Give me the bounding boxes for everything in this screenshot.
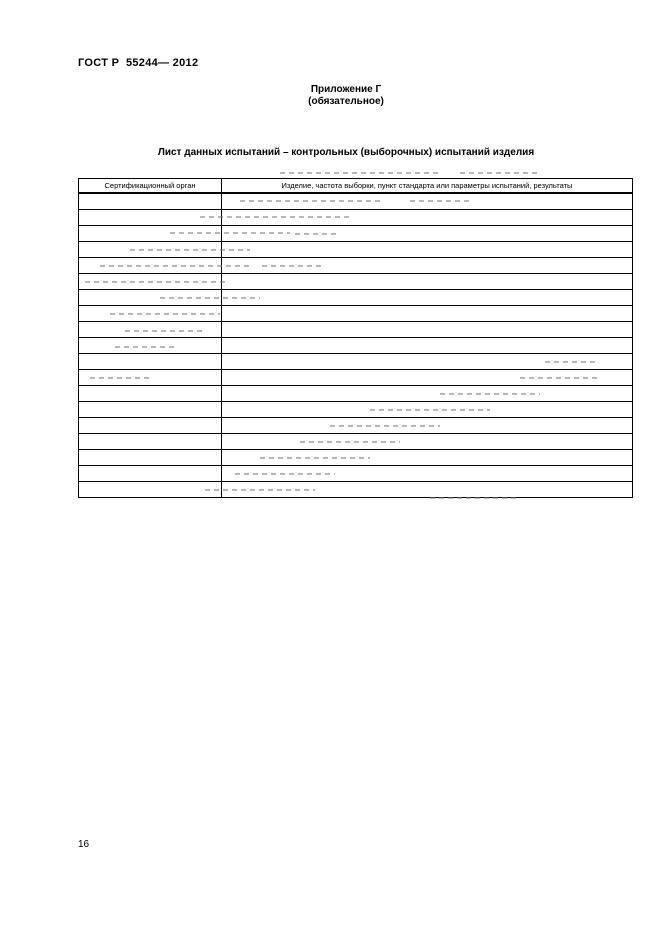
- table-row: [79, 338, 633, 354]
- cell-certification-body: [79, 418, 222, 434]
- cell-product-sampling-results: [222, 402, 633, 418]
- cell-product-sampling-results: [222, 338, 633, 354]
- cell-certification-body: [79, 450, 222, 466]
- table-row: [79, 274, 633, 290]
- table-row: [79, 418, 633, 434]
- cell-certification-body: [79, 402, 222, 418]
- scan-artifact: [460, 172, 540, 174]
- cell-product-sampling-results: [222, 466, 633, 482]
- cell-product-sampling-results: [222, 210, 633, 226]
- cell-certification-body: [79, 306, 222, 322]
- cell-certification-body: [79, 386, 222, 402]
- cell-product-sampling-results: [222, 386, 633, 402]
- table-row: [79, 482, 633, 498]
- cell-certification-body: [79, 434, 222, 450]
- cell-product-sampling-results: [222, 354, 633, 370]
- table-row: [79, 226, 633, 242]
- appendix-title: Приложение Г: [310, 84, 382, 95]
- cell-certification-body: [79, 322, 222, 338]
- cell-certification-body: [79, 193, 222, 210]
- appendix-subtitle: (обязательное): [308, 96, 384, 107]
- table-title: Лист данных испытаний – контрольных (выборочных) испытаний изделия: [157, 147, 535, 158]
- cell-product-sampling-results: [222, 450, 633, 466]
- cell-product-sampling-results: [222, 434, 633, 450]
- cell-certification-body: [79, 242, 222, 258]
- table-row: [79, 210, 633, 226]
- cell-product-sampling-results: [222, 418, 633, 434]
- cell-certification-body: [79, 354, 222, 370]
- cell-certification-body: [79, 370, 222, 386]
- cell-product-sampling-results: [222, 306, 633, 322]
- test-data-table: [78, 178, 633, 498]
- cell-product-sampling-results: [222, 226, 633, 242]
- table-row: [79, 306, 633, 322]
- table-row: [79, 370, 633, 386]
- table-row: [79, 193, 633, 210]
- table-row: [79, 450, 633, 466]
- cell-product-sampling-results: [222, 290, 633, 306]
- table-row: [79, 322, 633, 338]
- cell-product-sampling-results: [222, 274, 633, 290]
- cell-certification-body: [79, 274, 222, 290]
- cell-product-sampling-results: [222, 193, 633, 210]
- cell-certification-body: [79, 482, 222, 498]
- cell-certification-body: [79, 210, 222, 226]
- cell-certification-body: [79, 338, 222, 354]
- cell-certification-body: [79, 466, 222, 482]
- page-number: 16: [78, 839, 90, 850]
- table-row: [79, 402, 633, 418]
- cell-product-sampling-results: [222, 482, 633, 498]
- cell-certification-body: [79, 290, 222, 306]
- cell-product-sampling-results: [222, 322, 633, 338]
- table-row: [79, 386, 633, 402]
- column-header-product-sampling-results: Изделие, частота выборки, пункт стандарта или параметры испытаний, результаты: [222, 179, 633, 194]
- table-header-row: [79, 179, 633, 194]
- cell-product-sampling-results: [222, 242, 633, 258]
- table-row: [79, 290, 633, 306]
- table-row: [79, 242, 633, 258]
- cell-product-sampling-results: [222, 258, 633, 274]
- standard-number: ГОСТ Р 55244— 2012: [78, 57, 199, 69]
- scan-artifact: [280, 172, 440, 174]
- cell-certification-body: [79, 258, 222, 274]
- table-row: [79, 258, 633, 274]
- table-row: [79, 434, 633, 450]
- cell-product-sampling-results: [222, 370, 633, 386]
- table-body: [79, 193, 633, 498]
- table-row: [79, 354, 633, 370]
- table-row: [79, 466, 633, 482]
- cell-certification-body: [79, 226, 222, 242]
- column-header-certification-body: Сертификационный орган: [79, 179, 222, 194]
